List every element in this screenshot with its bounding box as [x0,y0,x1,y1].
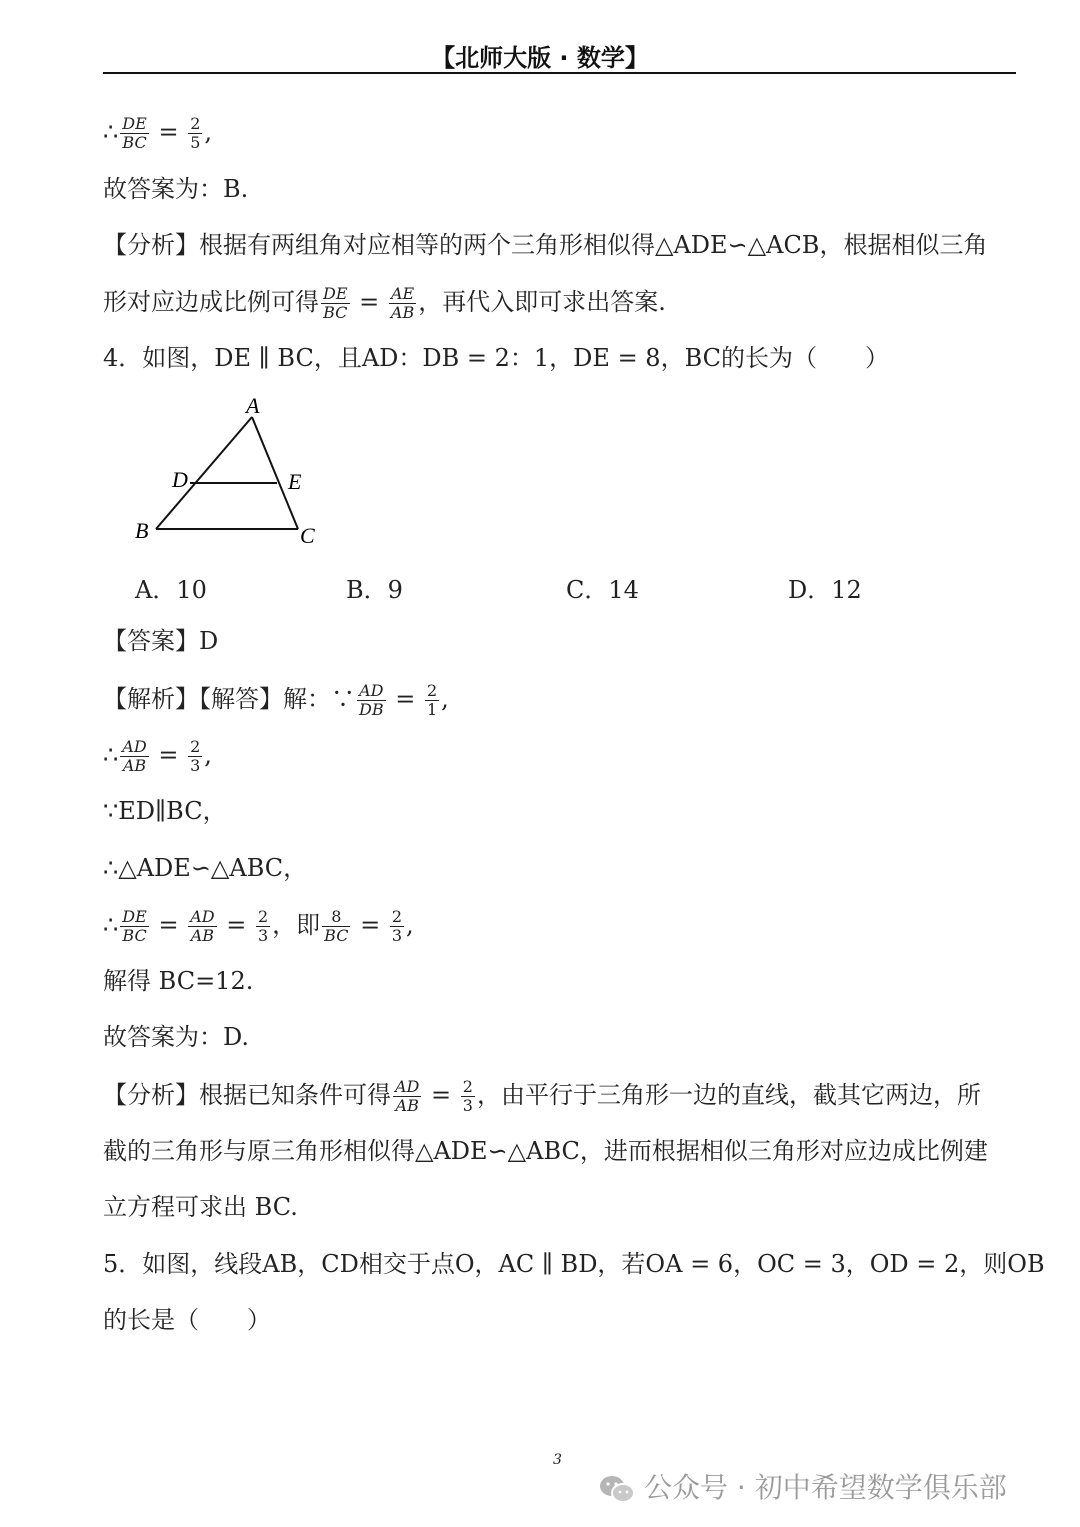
page-number: 3 [553,1452,562,1468]
q4-solution-line3: ∵ED∥BC， [103,797,227,825]
q4-solution-line1: 【解析】【解答】解：∵ $\frac{AD}{DB}$ = $\frac{2}{1}$ , [103,681,449,719]
q4-solution-line2: ∴ $\frac{AD}{AB}$ = $\frac{2}{3}$ , [103,737,212,775]
label-a: A [246,393,260,418]
q5-stem-line2: 的长是（ ） [103,1306,271,1334]
prev-answer: 故答案为：B. [103,175,249,203]
prev-analysis-line2: 形对应边成比例可得 $\frac{DE}{BC}$ = $\frac{AE}{AB}$ ，再代入即可求出答案. [103,284,666,322]
wechat-icon [598,1474,636,1504]
q4-stem: 4．如图，DE ∥ BC，且AD：DB = 2：1，DE = 8，BC的长为（ ） [103,344,890,372]
option-d: D．12 [788,576,862,604]
triangle-figure [128,392,328,552]
option-b: B．9 [346,576,403,604]
page-header: 【北师大版 · 数学】 [431,44,649,72]
q4-solution-line4: ∴△ADE∽△ABC， [103,854,308,882]
q4-analysis-line2: 截的三角形与原三角形相似得△ADE∽△ABC，进而根据相似三角形对应边成比例建 [103,1137,988,1165]
header-rule [103,72,1016,74]
label-e: E [288,469,302,494]
watermark: 公众号 · 初中希望数学俱乐部 [598,1466,1007,1506]
label-c: C [300,523,315,548]
q4-analysis-line1: 【分析】根据已知条件可得 $\frac{AD}{AB}$ = $\frac{2}{3}$ ，由平行于三角形一边的直线，截其它两边，所 [103,1077,981,1115]
side-ab [156,417,252,529]
q5-stem-line1: 5．如图，线段AB，CD相交于点O，AC ∥ BD，若OA = 6，OC = 3，OD = 2，则OB [103,1250,1045,1278]
option-a: A．10 [135,576,207,604]
q4-solution-line6: 解得 BC=12. [103,967,254,995]
q4-analysis-line3: 立方程可求出 BC. [103,1193,298,1221]
q4-solution-line7: 故答案为：D. [103,1023,250,1051]
prev-analysis-line1: 【分析】根据有两组角对应相等的两个三角形相似得△ADE∽△ACB，根据相似三角 [103,231,988,259]
q4-solution-line5: ∴ $\frac{DE}{BC}$ = $\frac{AD}{AB}$ = $\frac{2}{3}$ ，即 $\frac{8}{BC}$ = $\frac{2}{3}$ , [103,907,414,945]
label-d: D [172,467,188,492]
label-b: B [135,518,149,543]
prev-result-line: ∴ $\frac{DE}{BC}$ = $\frac{2}{5}$ , [103,114,213,152]
q4-answer: 【答案】D [103,627,219,655]
option-c: C．14 [566,576,639,604]
